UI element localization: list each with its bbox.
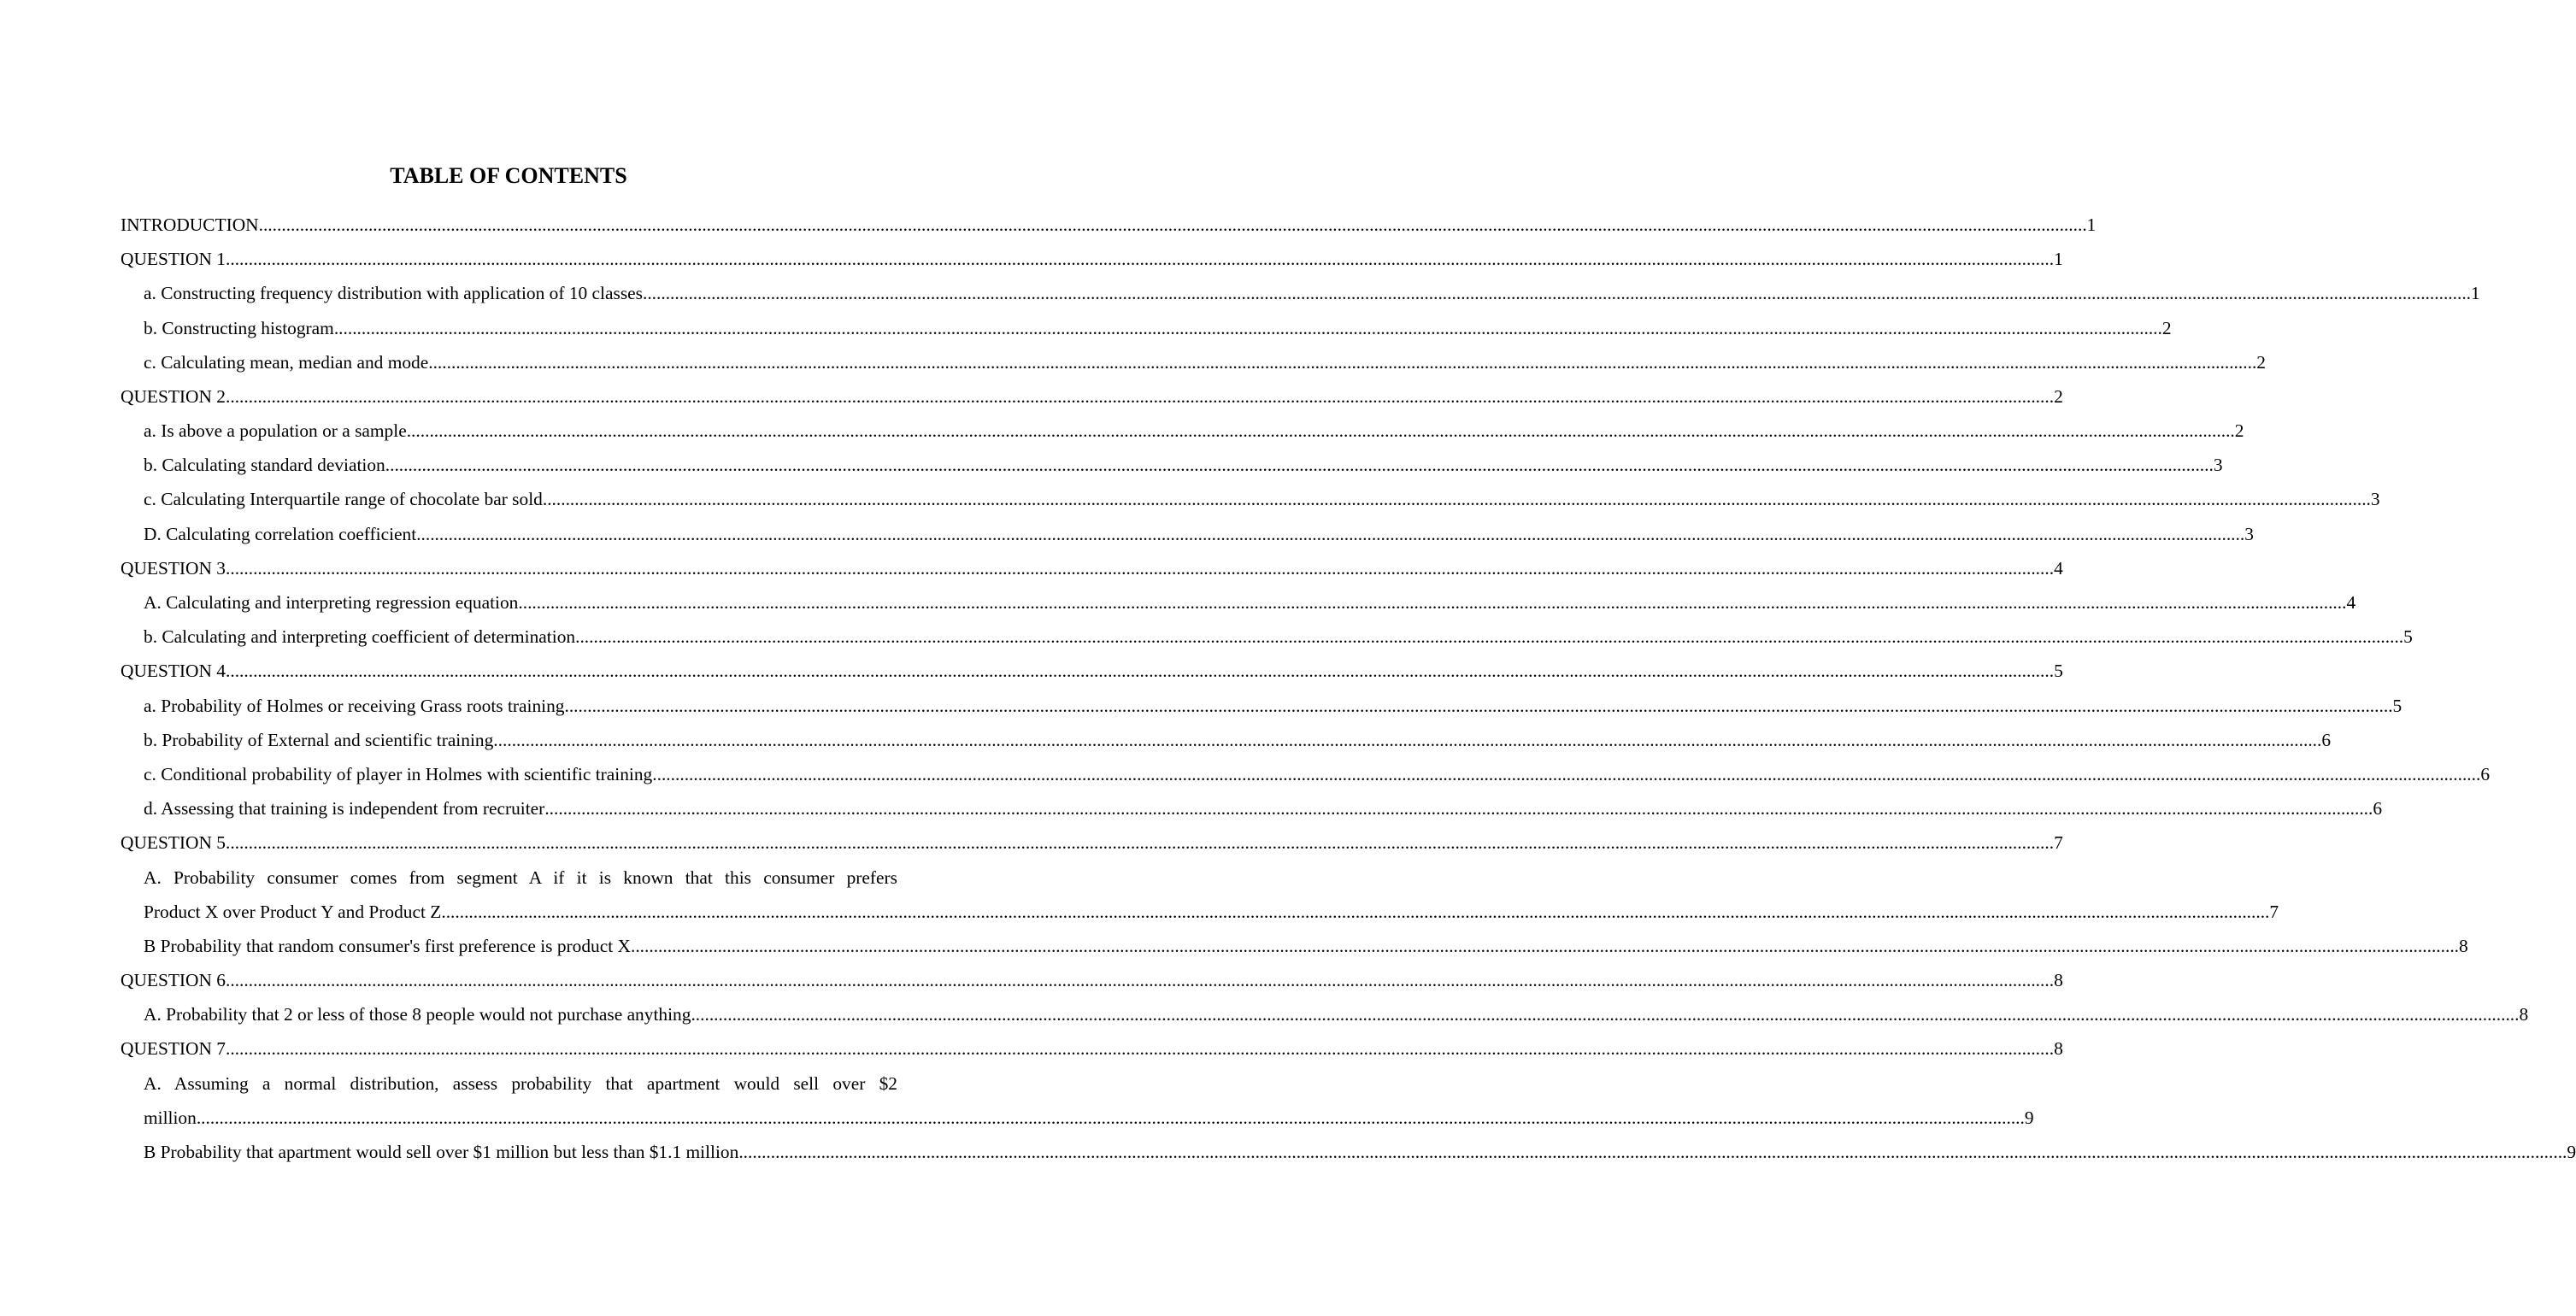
toc-leader-dots: ................................................................................................................................................................................................................................................................................................................................................................................................................: [226, 970, 2055, 991]
toc-page-number: 3: [2370, 489, 2380, 510]
toc-leader-dots: ................................................................................................................................................................................................................................................................................................................................................................................................................: [226, 249, 2055, 270]
toc-entry-text: million: [144, 1107, 197, 1128]
toc-leader-dots: ................................................................................................................................................................................................................................................................................................................................................................................................................: [226, 661, 2055, 682]
toc-leader-dots: ................................................................................................................................................................................................................................................................................................................................................................................................................: [575, 626, 2404, 648]
toc-leader-dots: ................................................................................................................................................................................................................................................................................................................................................................................................................: [416, 523, 2245, 544]
toc-page-number: 5: [2392, 695, 2403, 716]
toc-entry[interactable]: [121, 757, 2491, 791]
toc-page-number: 7: [2269, 901, 2279, 922]
toc-entry[interactable]: [121, 311, 2172, 345]
toc-entry-text: d. Assessing that training is independent from recruiter: [144, 798, 545, 820]
page-title: TABLE OF CONTENTS: [390, 163, 627, 188]
toc-entry-line[interactable]: A. Probability consumer comes from segment A if it is known that this consumer prefers: [144, 867, 897, 888]
toc-page-number: 8: [2054, 1038, 2063, 1060]
toc-entry[interactable]: [121, 963, 2063, 997]
toc-entry-text: B Probability that apartment would sell over $1 million but less than $1.1 million: [144, 1142, 739, 1163]
toc-leader-dots: ................................................................................................................................................................................................................................................................................................................................................................................................................: [196, 1107, 2025, 1128]
toc-entry[interactable]: [121, 242, 2063, 276]
toc-entry-text: b. Calculating standard deviation: [144, 455, 385, 476]
toc-entry[interactable]: [121, 414, 2244, 448]
toc-entry[interactable]: [121, 551, 2063, 585]
toc-entry-text: c. Calculating Interquartile range of chocolate bar sold: [144, 489, 543, 510]
toc-entry-text: c. Conditional probability of player in Holmes with scientific training: [144, 763, 653, 784]
toc-leader-dots: ................................................................................................................................................................................................................................................................................................................................................................................................................: [738, 1142, 2567, 1163]
toc-entry[interactable]: [121, 517, 2254, 551]
toc-entry-text: b. Calculating and interpreting coefficient of determination: [144, 626, 576, 648]
toc-leader-dots: ................................................................................................................................................................................................................................................................................................................................................................................................................: [226, 385, 2055, 407]
toc-entry[interactable]: [121, 791, 2383, 825]
toc-leader-dots: ................................................................................................................................................................................................................................................................................................................................................................................................................: [493, 729, 2322, 750]
toc-leader-dots: ................................................................................................................................................................................................................................................................................................................................................................................................................: [226, 832, 2055, 854]
toc-page-number: 9: [2567, 1142, 2576, 1163]
toc-entry[interactable]: [121, 448, 2223, 482]
toc-entry-text: QUESTION 5: [121, 832, 226, 854]
toc-page-number: 6: [2373, 798, 2383, 820]
toc-page-number: 2: [2234, 420, 2244, 442]
toc-entry[interactable]: [121, 929, 2468, 963]
toc-entry-text: B Probability that random consumer's first preference is product X: [144, 935, 631, 956]
toc-leader-dots: ................................................................................................................................................................................................................................................................................................................................................................................................................: [226, 557, 2055, 579]
toc-page-number: 9: [2024, 1107, 2034, 1128]
toc-entry-text: b. Constructing histogram: [144, 317, 334, 338]
toc-entry-text: QUESTION 7: [121, 1038, 226, 1060]
toc-entry-text: INTRODUCTION: [121, 214, 259, 235]
toc-entry-text: A. Probability that 2 or less of those 8 people would not purchase anything: [144, 1004, 691, 1025]
toc-page-number: 1: [2471, 283, 2480, 304]
toc-entry[interactable]: [121, 379, 2063, 414]
toc-entry[interactable]: [121, 895, 2279, 929]
toc-page-number: 4: [2054, 557, 2063, 579]
toc-leader-dots: ................................................................................................................................................................................................................................................................................................................................................................................................................: [630, 935, 2460, 956]
toc-entry[interactable]: [121, 1032, 2063, 1066]
toc-entry[interactable]: [121, 345, 2266, 379]
toc-page-number: 3: [2213, 455, 2223, 476]
toc-leader-dots: ................................................................................................................................................................................................................................................................................................................................................................................................................: [226, 1038, 2055, 1060]
toc-page-number: 1: [2086, 214, 2097, 235]
toc-page-number: 8: [2519, 1004, 2529, 1025]
toc-leader-dots: ................................................................................................................................................................................................................................................................................................................................................................................................................: [691, 1004, 2520, 1025]
toc-entry-text: D. Calculating correlation coefficient: [144, 523, 417, 544]
toc-leader-dots: ................................................................................................................................................................................................................................................................................................................................................................................................................: [385, 455, 2214, 476]
toc-entry-text: QUESTION 4: [121, 661, 226, 682]
toc-leader-dots: ................................................................................................................................................................................................................................................................................................................................................................................................................: [564, 695, 2393, 716]
toc-entry-text: QUESTION 6: [121, 970, 226, 991]
toc-entry-text: a. Is above a population or a sample: [144, 420, 407, 442]
toc-entry[interactable]: [121, 997, 2529, 1031]
toc-page-number: 7: [2054, 832, 2063, 854]
toc-entry[interactable]: [121, 585, 2356, 620]
toc-entry-text: a. Probability of Holmes or receiving Grass roots training: [144, 695, 565, 716]
toc-entry-text: A. Calculating and interpreting regression equation: [144, 592, 519, 614]
toc-page-number: 8: [2054, 970, 2063, 991]
toc-page-number: 1: [2054, 249, 2063, 270]
toc-page-number: 2: [2161, 317, 2172, 338]
toc-leader-dots: ................................................................................................................................................................................................................................................................................................................................................................................................................: [544, 798, 2373, 820]
toc-entry[interactable]: [121, 1101, 2034, 1135]
toc-entry-text: QUESTION 2: [121, 385, 226, 407]
toc-page-number: 5: [2054, 661, 2063, 682]
toc-page-number: 6: [2321, 729, 2332, 750]
toc-entry[interactable]: [121, 654, 2063, 688]
toc-entry[interactable]: [121, 1135, 2576, 1169]
toc-leader-dots: ................................................................................................................................................................................................................................................................................................................................................................................................................: [441, 901, 2270, 922]
toc-entry-text: c. Calculating mean, median and mode: [144, 351, 429, 373]
toc-entry[interactable]: [121, 689, 2403, 723]
toc-entry[interactable]: [121, 825, 2063, 860]
toc-page-number: 3: [2244, 523, 2254, 544]
toc-page-number: 8: [2459, 935, 2468, 956]
toc-entry[interactable]: [121, 276, 2480, 310]
toc-page-number: 5: [2403, 626, 2413, 648]
toc-entry[interactable]: [121, 208, 2097, 242]
toc-entry-text: Product X over Product Y and Product Z: [144, 901, 442, 922]
toc-leader-dots: ................................................................................................................................................................................................................................................................................................................................................................................................................: [333, 317, 2162, 338]
toc-entry-line[interactable]: A. Assuming a normal distribution, assess probability that apartment would sell over $2: [144, 1072, 897, 1094]
toc-entry-text: QUESTION 1: [121, 249, 226, 270]
toc-entry[interactable]: [121, 483, 2380, 517]
toc-leader-dots: ................................................................................................................................................................................................................................................................................................................................................................................................................: [642, 283, 2472, 304]
toc-leader-dots: ................................................................................................................................................................................................................................................................................................................................................................................................................: [428, 351, 2257, 373]
toc-entry[interactable]: [121, 620, 2413, 654]
toc-entry-text: QUESTION 3: [121, 557, 226, 579]
toc-leader-dots: ................................................................................................................................................................................................................................................................................................................................................................................................................: [258, 214, 2087, 235]
toc-entry-text: b. Probability of External and scientific training: [144, 729, 494, 750]
toc-page-number: 6: [2480, 763, 2491, 784]
toc-leader-dots: ................................................................................................................................................................................................................................................................................................................................................................................................................: [406, 420, 2235, 442]
toc-list: [121, 208, 2576, 1169]
toc-entry[interactable]: [121, 723, 2332, 757]
toc-leader-dots: ................................................................................................................................................................................................................................................................................................................................................................................................................: [542, 489, 2371, 510]
toc-entry-text: a. Constructing frequency distribution with application of 10 classes: [144, 283, 643, 304]
toc-page-number: 2: [2054, 385, 2063, 407]
toc-leader-dots: ................................................................................................................................................................................................................................................................................................................................................................................................................: [652, 763, 2481, 784]
toc-leader-dots: ................................................................................................................................................................................................................................................................................................................................................................................................................: [518, 592, 2347, 614]
toc-page-number: 4: [2346, 592, 2356, 614]
toc-page-number: 2: [2256, 351, 2266, 373]
